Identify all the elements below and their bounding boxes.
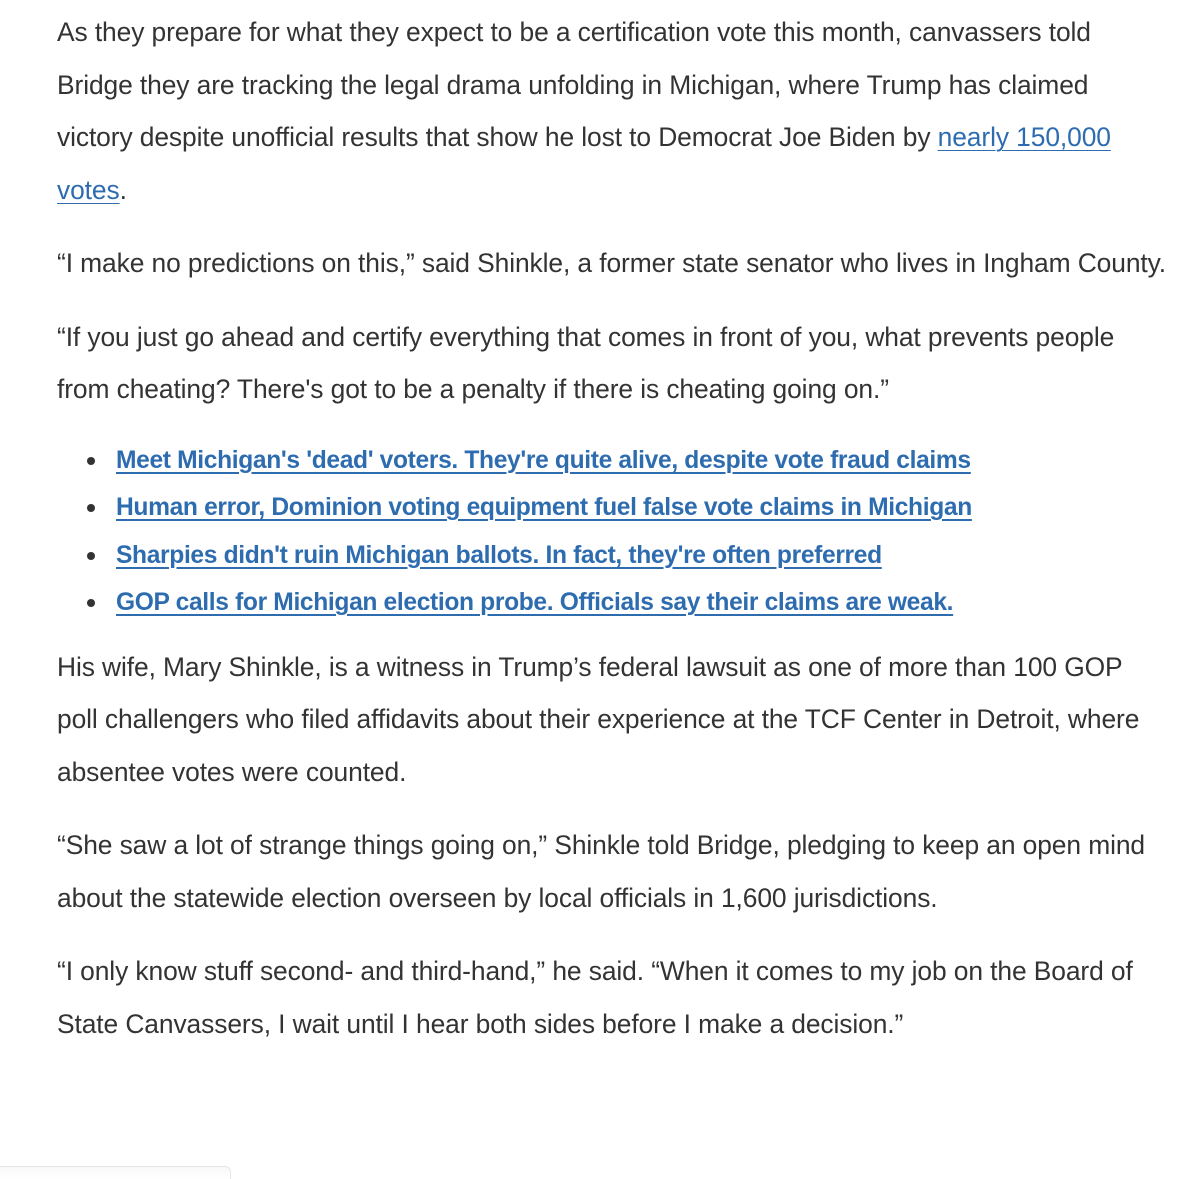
list-item bbox=[57, 532, 1167, 580]
related-links-list bbox=[57, 437, 1167, 627]
paragraph-strange-things: “She saw a lot of strange things going on,” Shinkle told Bridge, pledging to keep an open mind about the statewide election overseen by local officials in 1,600 jurisdictions. bbox=[57, 830, 1145, 913]
bullet-icon bbox=[87, 504, 95, 512]
list-item bbox=[57, 437, 1167, 485]
paragraph-end: . bbox=[119, 174, 127, 205]
list-item bbox=[57, 484, 1167, 532]
paragraph-certification-vote bbox=[57, 6, 1167, 216]
related-link-sharpies[interactable]: Sharpies didn't ruin Michigan ballots. In fact, they're often preferred bbox=[116, 541, 882, 569]
bullet-icon bbox=[87, 552, 95, 560]
bottom-left-overlay-edge bbox=[0, 1166, 231, 1179]
votes-link[interactable]: nearly 150,000 votes bbox=[57, 122, 1111, 205]
list-item bbox=[57, 579, 1167, 627]
paragraph-second-hand: “I only know stuff second- and third-hand,” he said. “When it comes to my job on the Board of State Canvassers, I wait until I hear both sides before I make a decision.” bbox=[57, 956, 1133, 1039]
related-link-dominion[interactable]: Human error, Dominion voting equipment fuel false vote claims in Michigan bbox=[116, 494, 972, 521]
paragraph-cheating-quote: “If you just go ahead and certify everything that comes in front of you, what prevents people from cheating? There's got to be a penalty if there is cheating going on.” bbox=[57, 321, 1115, 404]
paragraph-text: As they prepare for what they expect to be a certification vote this month, canvassers told Bridge they are tracking the legal drama unfolding in Michigan, where Trump has claimed victory despite unofficial results that show he lost to Democrat Joe Biden by bbox=[57, 17, 1091, 152]
bullet-icon bbox=[87, 599, 95, 607]
bullet-icon bbox=[87, 457, 95, 465]
related-link-dead-voters[interactable]: Meet Michigan's 'dead' voters. They're quite alive, despite vote fraud claims bbox=[116, 446, 971, 474]
related-link-gop-probe[interactable]: GOP calls for Michigan election probe. Officials say their claims are weak. bbox=[116, 589, 954, 616]
article-body bbox=[57, 6, 1167, 1071]
paragraph-mary-shinkle: His wife, Mary Shinkle, is a witness in Trump’s federal lawsuit as one of more than 100 GOP poll challengers who filed affidavits about their experience at the TCF Center in Detroit, where absentee votes were counted. bbox=[57, 651, 1140, 787]
paragraph-no-predictions: “I make no predictions on this,” said Shinkle, a former state senator who lives in Ingham County. bbox=[57, 248, 1167, 278]
